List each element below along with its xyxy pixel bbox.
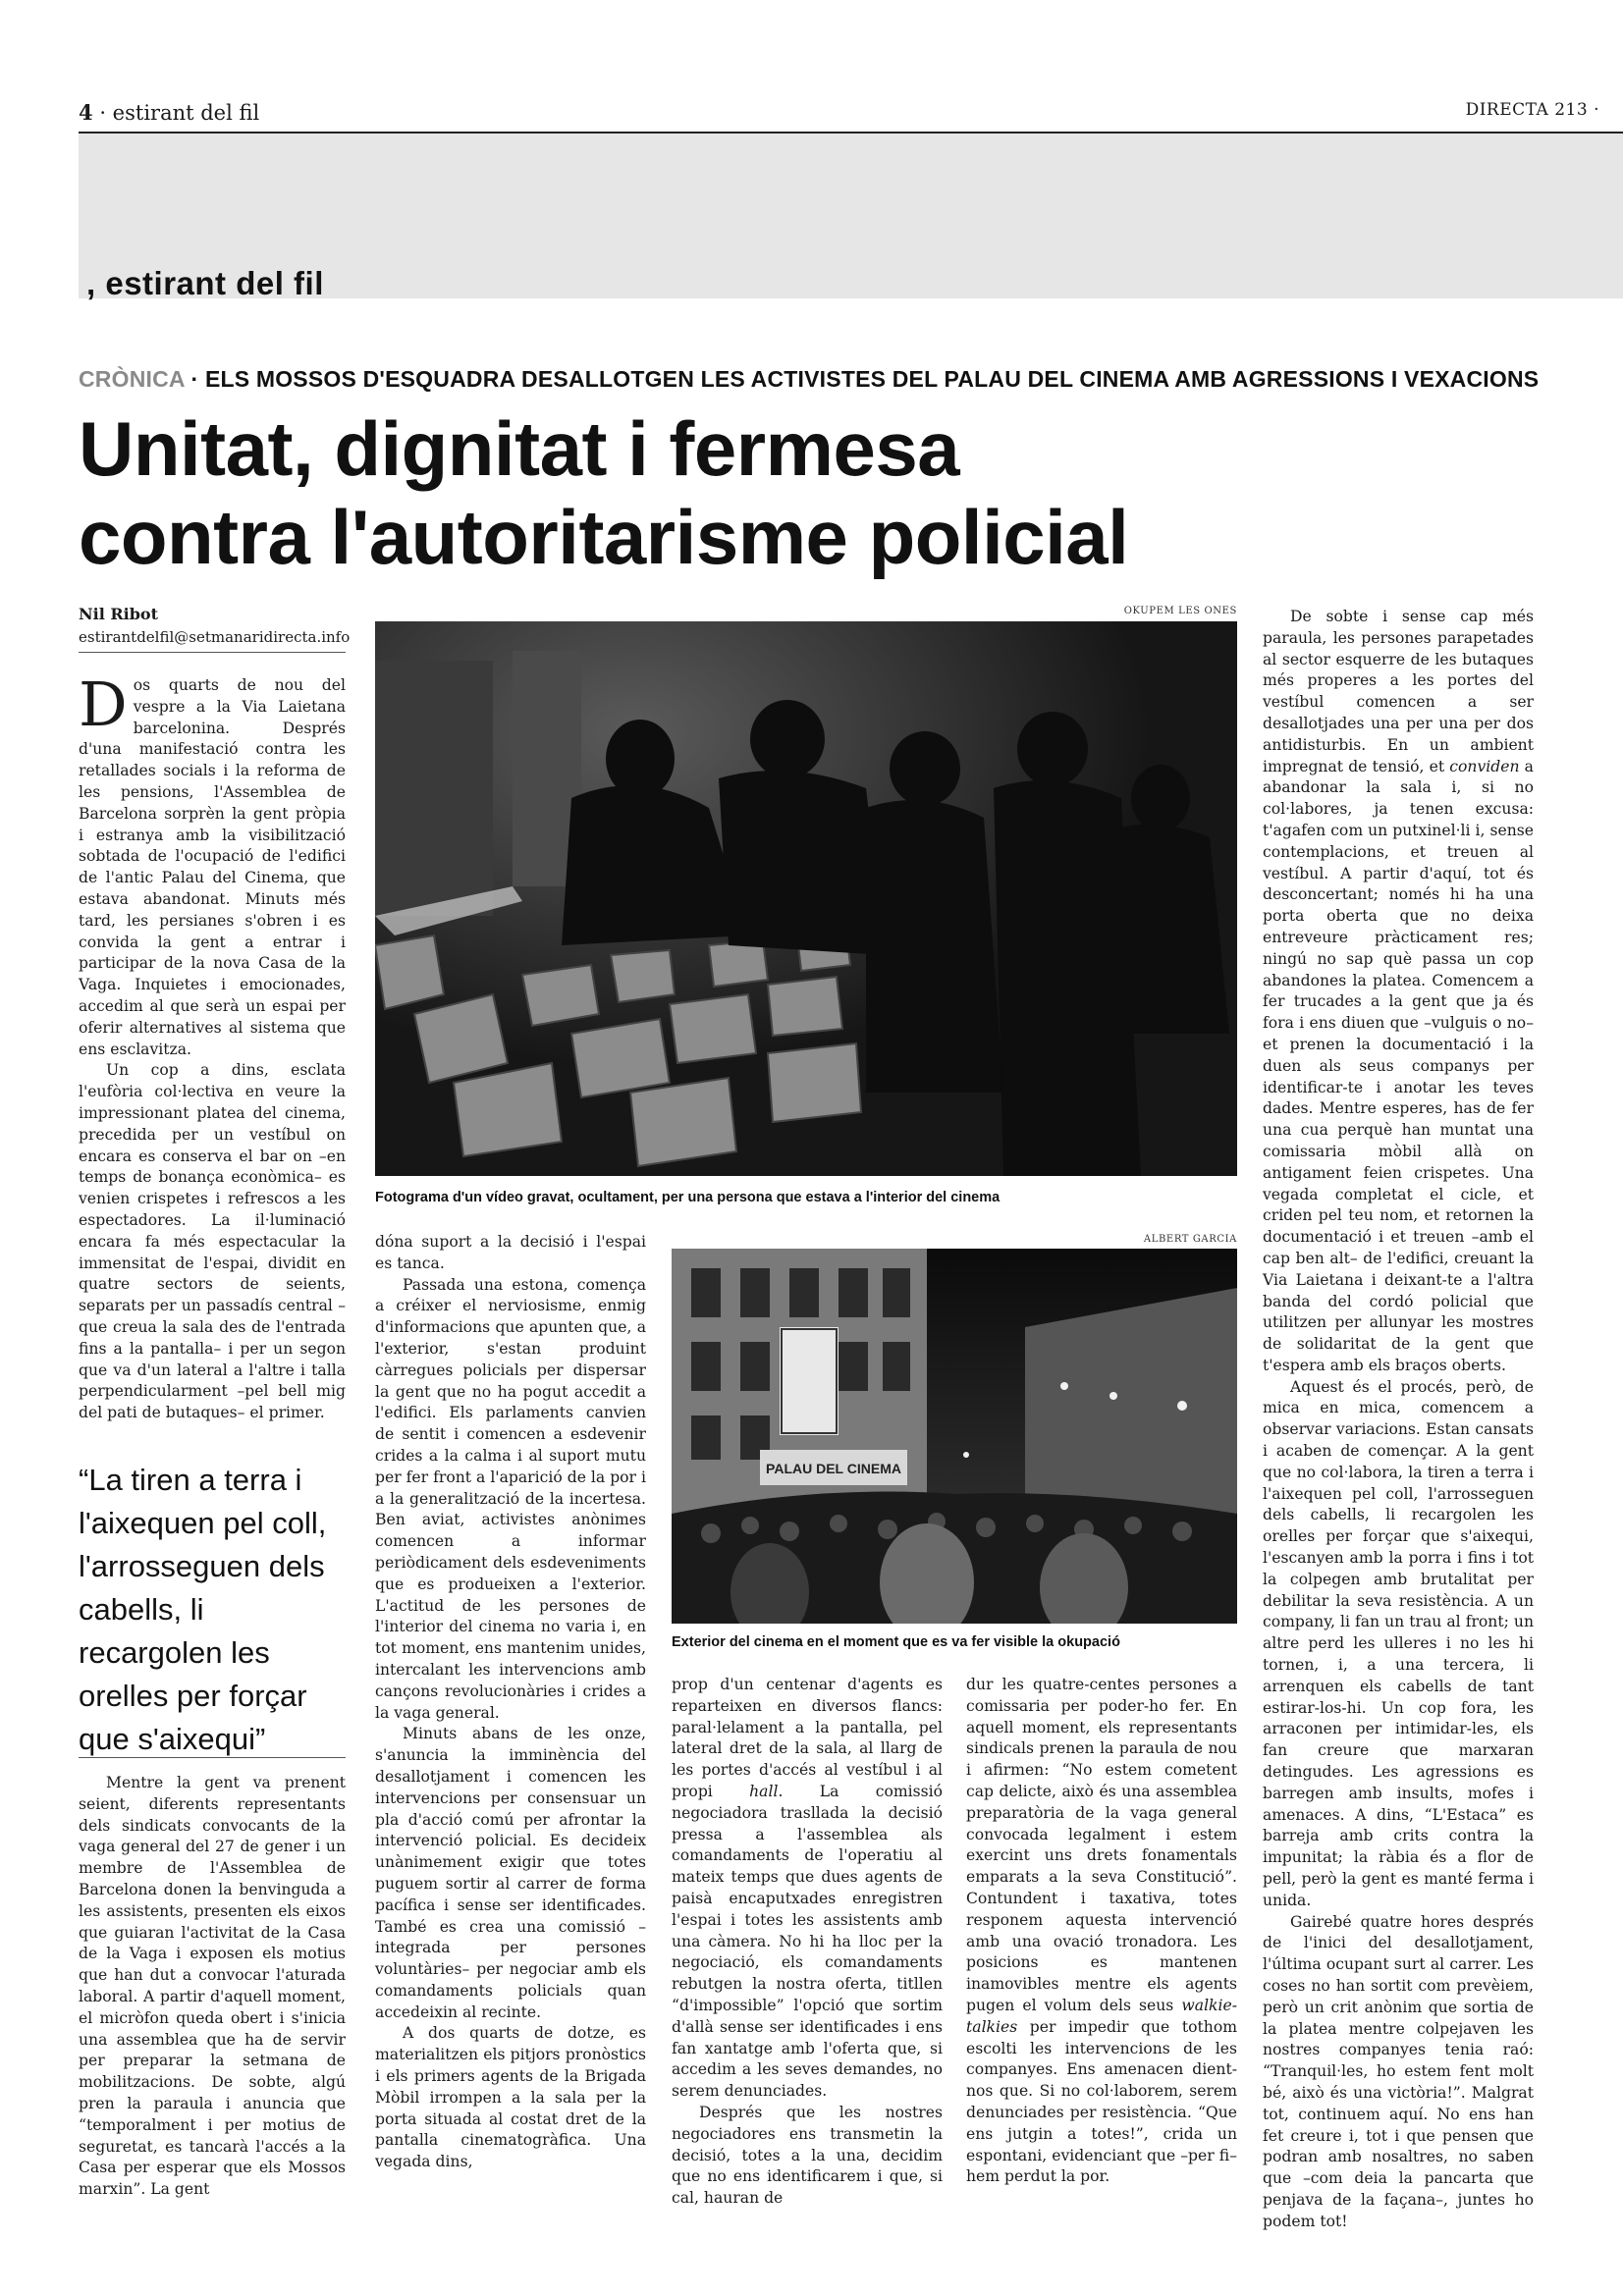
column-1 — [79, 668, 346, 1424]
kicker-label: CRÒNICA — [79, 366, 185, 392]
page-folio — [79, 100, 259, 125]
page-number: 4 — [79, 100, 93, 125]
photo-caption: Fotograma d'un vídeo gravat, ocultament, per una persona que estava a l'interior del cinema — [375, 1190, 1001, 1205]
photo-credit: ALBERT GARCIA — [1143, 1234, 1237, 1245]
author-email[interactable]: estirantdelfil@setmanaridirecta.info — [79, 628, 351, 646]
drop-cap: D — [79, 668, 128, 740]
paragraph: Un cop a dins, esclata l'eufòria col·lectiva en veure la impressionant platea del cinema, precedida per un vestíbul on encara es conserva el bar on –en temps de bonança econòmica– es venien crispetes i refrescos a les espectadores. La il·luminació encara fa més espectacular la immensitat de l'espai, dividit en quatre sectors de seients, separats per un passadís central –que creua la sala des de l'entrada fins a la pantalla– i per un segon que va d'un lateral a l'altre i talla perpendicularment –pel bell mig del pati de butaques– el primer. — [79, 1061, 346, 1422]
publication-issue: DIRECTA 213 · — [1465, 100, 1599, 120]
paragraph: Després que les nostres negociadores ens transmetin la decisió, totes a la una, decidim que no ens identificarem i que, si cal, hauran de — [672, 2103, 943, 2208]
paragraph: De sobte i sense cap més paraula, les persones parapetades al sector esquerre de les butaques més properes a les portes del vestíbul comencen a ser desallotjades una per una per dos antidisturbis. En un ambient impregnat de tensió, et conviden a abandonar la sala i, si no col·labores, ja tenen excusa: t'agafen com un putxinel·li i, sense contemplacions, et treuen al vestíbul. A partir d'aquí, tot és desconcertant; només hi ha una porta oberta que no deixa entreveure pràcticament res; ningú no sap què passa un cop abandones la platea. Comencem a fer trucades a la gent que ja és fora i ens diuen que –vulguis o no– et prenen la documentació i la duen als seus companys per identificar-te i anotar les teves dades. Mentre esperes, has de fer una cua perquè han muntat una comissaria mòbil allà on antigament feien crispetes. Una vegada completat el cicle, et criden pel teu nom, et retornen la documentació i et treuen –amb el cap ben alt– de l'edifici, creuant la Via Laietana i deixant-te a l'altra banda del cordó policial que utilitzen per allunyar les mostres de solidaritat de la gent que t'espera amb els braços oberts. — [1263, 608, 1534, 1374]
column-2 — [375, 1232, 646, 2173]
marquee-text: PALAU DEL CINEMA — [766, 1461, 901, 1476]
column-5 — [1263, 607, 1534, 2233]
paragraph: Mentre la gent va prenent seient, diferents representants dels sindicats convocants de la vaga general del 27 de gener i un membre de l'Assemblea de Barcelona donen la benvinguda a les assistents, presenten els eixos que guiaran l'activitat de la Casa de la Vaga i exposen els motius que han dut a convocar l'aturada laboral. A partir d'aquell moment, el micròfon queda obert i s'inicia una assemblea que ha de servir per preparar la setmana de mobilitzacions. De sobte, algú pren la paraula i anuncia que “temporalment i per motius de seguretat, es tancarà l'accés a la Casa per esperar que els Mossos marxin”. La gent — [79, 1774, 346, 2199]
column-3 — [672, 1675, 943, 2210]
column-1-continued — [79, 1773, 346, 2201]
headline-line-1: Unitat, dignitat i fermesa — [79, 405, 960, 492]
paragraph: dur les quatre-centes persones a comissaria per poder-ho fer. En aquell moment, els representants sindicals prenen la paraula de nou i afirmen: “No estem cometent cap delicte, això és una assemblea preparatòria de la vaga general convocada legalment i estem exercint uns drets fonamentals emparats a la seva Constitució”. Contundent i taxativa, totes responem aquesta intervenció amb una ovació tronadora. Les posicions es mantenen inamovibles mentre els agents pugen el volum dels seus walkie-talkies per impedir que tothom escolti les intervencions de les companyes. Ens amenacen dient-nos que. Si no col·laborem, serem denunciades per resistència. “Que ens jutgin a totes!”, crida un espontani, evidenciant que –per fi– hem perdut la por. — [966, 1676, 1237, 2186]
kicker-text: ELS MOSSOS D'ESQUADRA DESALLOTGEN LES ACTIVISTES DEL PALAU DEL CINEMA AMB AGRESSIONS I VEXACIONS — [204, 366, 1540, 392]
article-kicker: CRÒNICA · ELS MOSSOS D'ESQUADRA DESALLOTGEN LES ACTIVISTES DEL PALAU DEL CINEMA AMB AGRESSIONS I VEXACIONS — [79, 366, 1540, 392]
publication-name: DIRECTA 213 — [1465, 100, 1589, 120]
photo-caption: Exterior del cinema en el moment que es va fer visible la okupació — [672, 1634, 1120, 1650]
paragraph: Gairebé quatre hores després de l'inici del desallotjament, l'última ocupant surt al carrer. Les coses no han sortit com prevèiem, però un crit anònim que sortia de la platea mentre colpejaven les nostres companyes tenia raó: “Tranquil·les, ho estem fent molt bé, això és una victòria!”. Malgrat tot, continuem aquí. No ens han fet creure i, tot i que pensen que podran amb nosaltres, no saben que –com deia la pancarta que penjava de la façana–, juntes ho podem tot! — [1263, 1912, 1534, 2230]
paragraph: dóna suport a la decisió i l'espai es tanca. — [375, 1233, 646, 1272]
cinema-interior-image — [375, 621, 1237, 1176]
section-name: estirant del fil — [112, 101, 260, 125]
column-4 — [966, 1675, 1237, 2188]
cinema-exterior-image — [672, 1249, 1237, 1624]
folio-separator: · — [99, 101, 113, 125]
paragraph: A dos quarts de dotze, es materialitzen els pitjors pronòstics i els primers agents de la Brigada Mòbil irrompen a la sala per la porta situada al costat dret de la pantalla cinematogràfica. Una vegada dins, — [375, 2024, 646, 2171]
author-name: Nil Ribot — [79, 605, 158, 623]
headline-line-2: contra l'autoritarisme policial — [79, 494, 1129, 580]
pull-quote-rule — [79, 1757, 346, 1758]
pull-quote: “La tiren a terra i l'aixequen pel coll, l'arrosseguen dels cabells, li recargolen les orelles per forçar que s'aixequi” — [79, 1463, 327, 1756]
photo-cinema-interior — [375, 621, 1237, 1176]
article-headline — [79, 404, 1453, 581]
paragraph: prop d'un centenar d'agents es reparteixen en diversos flancs: paral·lelament a la pantalla, pel lateral dret de la sala, al llarg de les portes d'accés al vestíbul i al propi hall. La comissió negociadora trasllada la decisió pressa a l'assemblea als comandaments de l'operatiu al mateix temps que dues agents de paisà encaputxades enregistren l'espai i totes les assistents amb una càmera. No hi ha lloc per la negociació, els comandaments rebutgen la nostra oferta, titllen “d'impossible” l'opció que sortim d'allà sense ser identificades i ens fan xantatge amb l'oferta que, si accedim a les seves demandes, no serem denunciades. — [672, 1676, 943, 2101]
photo-cinema-exterior — [672, 1249, 1237, 1624]
photo-credit: OKUPEM LES ONES — [1123, 606, 1237, 616]
paragraph: Passada una estona, comença a créixer el nerviosisme, enmig d'informacions que apunten que, a l'exterior, s'estan produint càrregues policials per dispersar la gent que no ha pogut accedit a l'edifici. Els parlaments canvien de sentit i comencen a esdevenir crides a la calma i al suport mutu per fer front a l'aparició de la por i a la generalització de la incertesa. Ben aviat, activistes anònimes comencen a informar periòdicament dels esdeveniments que es produeixen a l'exterior. L'actitud de les persones de l'interior del cinema no varia i, en tot moment, ens mantenim unides, intercalant les intervencions amb cançons revolucionàries i crides a la vaga general. — [375, 1275, 646, 1722]
paragraph: Minuts abans de les onze, s'anuncia la imminència del desallotjament i comencen les intervencions per consensuar un pla d'acció comú per afrontar la intervenció policial. Es decideix unànimement exigir que totes puguem sortir al carrer de forma pacífica i sense ser identificades. També es crea una comissió –integrada per persones voluntàries– per negociar amb els comandaments policials quan accedeixin al recinte. — [375, 1725, 646, 2021]
byline-rule — [79, 652, 346, 653]
paragraph: Dos quarts de nou del vespre a la Via Laietana barcelonina. Després d'una manifestació contra les retallades socials i la reforma de les pensions, l'Assemblea de Barcelona sorprèn la gent pròpia i estranya amb la visibilització sobtada de l'ocupació de l'edifici de l'antic Palau del Cinema, que estava abandonat. Minuts més tard, les persianes s'obren i es convida la gent a entrar i participar de la nova Casa de la Vaga. Inquietes i emocionades, accedim al que serà un espai per oferir alternatives al sistema que ens esclavitza. — [79, 668, 346, 1058]
section-band-title: , estirant del fil — [86, 265, 324, 301]
paragraph: Aquest és el procés, però, de mica en mica, comencem a observar variacions. Estan cansats i acaben de començar. A la gent que no col·labora, la tiren a terra i l'aixequen pel coll, l'arrosseguen dels cabells, li recargolen les orelles per forçar que s'aixequi, l'escanyen amb la porra i fins i tot la colpegen amb brutalitat per debilitar la seva resistència. A un company, li fan un trau al front; un altre perd les ulleres i no les hi tornen, i, a una tercera, li arrenquen els cabells de tant estirar-los-hi. Un cop fora, les arraconen per intimidar-les, els fan creure que marxaran detingudes. Les agressions es barregen amb insults, mofes i amenaces. A dins, “L'Estaca” es barreja amb crits contra la impunitat; la ràbia és a flor de pell, però la gent es manté ferma i unida. — [1263, 1377, 1534, 1909]
